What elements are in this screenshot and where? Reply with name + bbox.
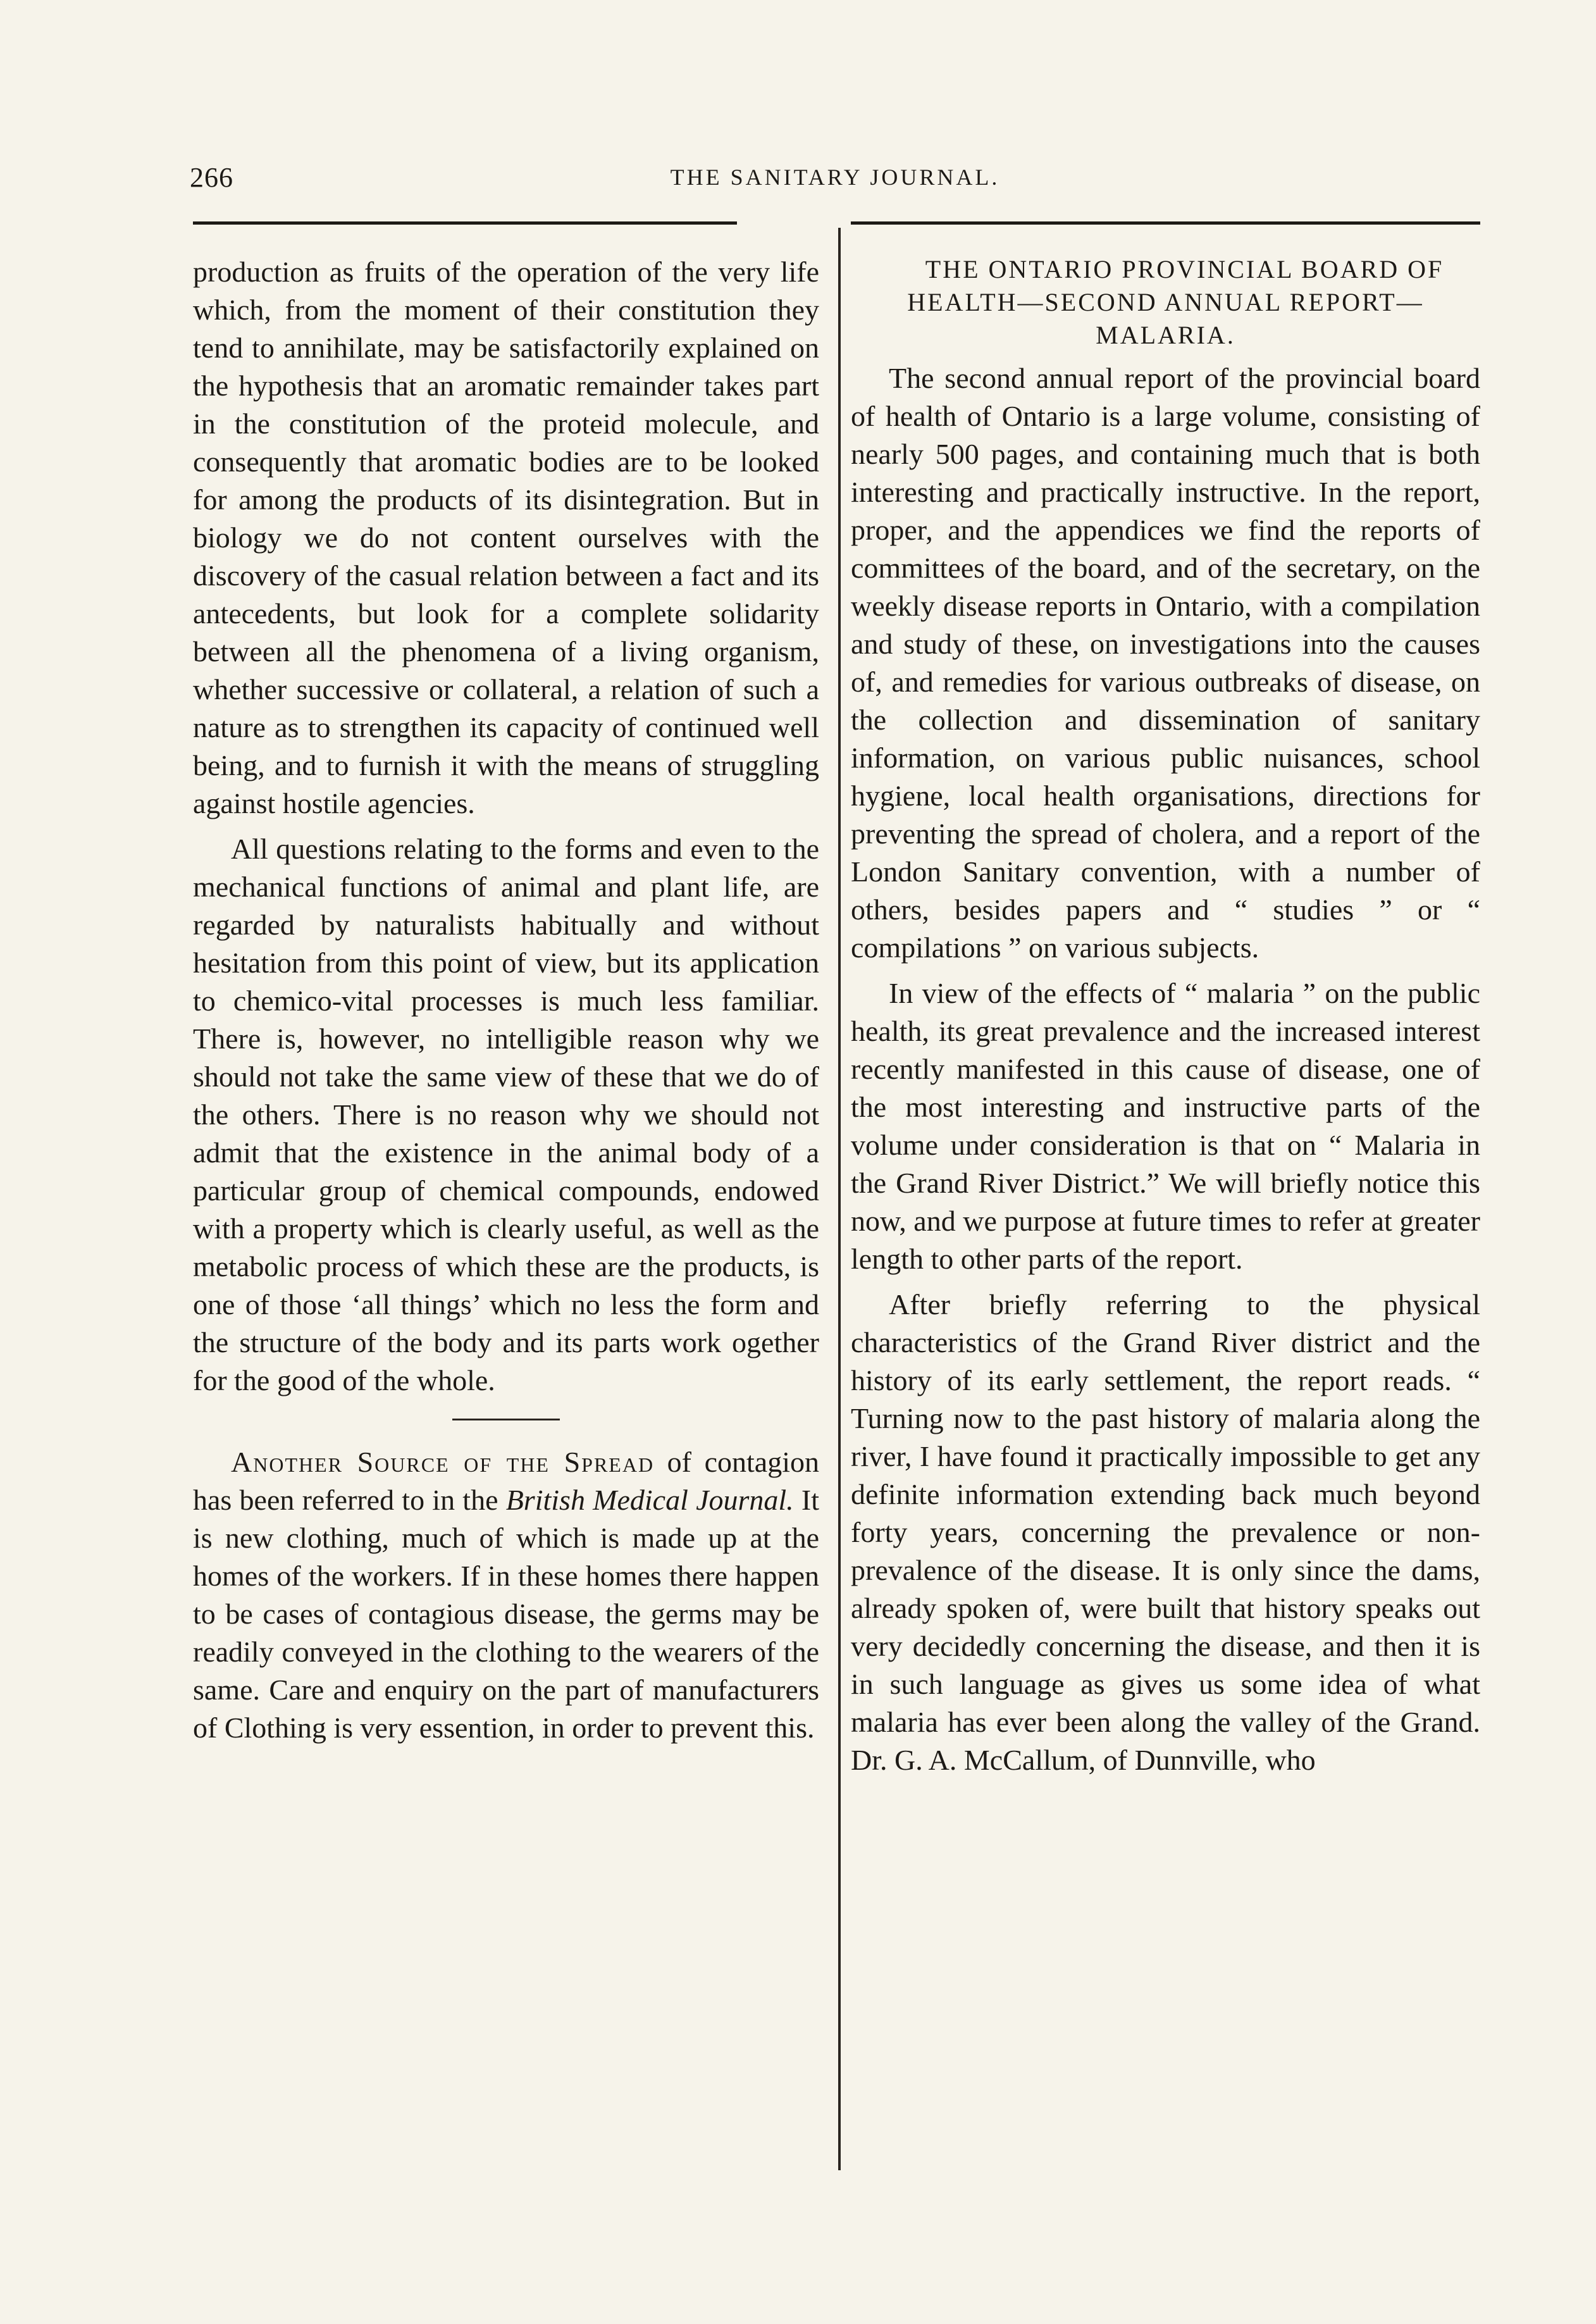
header-rule-left [193, 221, 737, 225]
page-number: 266 [190, 162, 233, 193]
left-column [193, 253, 819, 1755]
section-separator-rule [452, 1419, 560, 1420]
running-title: THE SANITARY JOURNAL. [670, 165, 1000, 190]
header-rule-right [851, 221, 1480, 225]
right-paragraph-1: The second annual report of the provincial board of health of Ontario is a large volume, consisting of nearly 500 pages, and containing much that is both interesting and practically instructive. In the report, proper, and the appendices we find the reports of committees of the board, and of the secretary, on the weekly disease reports in Ontario, with a compilation and study of these, on investigations into the causes of, and remedies for various outbreaks of disease, on the collection and dissemination of sanitary information, on various public nuisances, school hygiene, local health organisations, directions for preventing the spread of cholera, and a report of the London Sanitary convention, with a number of others, besides papers and “ studies ” or “ compilations ” on various subjects. [851, 362, 1480, 964]
left-paragraph-3-text-b: It is new clothing, much of which is made up at the homes of the workers. If in these homes there happen to be cases of contagious disease, the germs may be readily conveyed in the clothing to the wearers of the same. Care and enquiry on the part of manufacturers of Clothing is very essention, in order to prevent this. [193, 1484, 819, 1744]
left-paragraph-3-text-a: of contagion has been referred to in the [193, 1446, 819, 1516]
right-column [851, 253, 1480, 1787]
left-paragraph-1: production as fruits of the operation of the very life which, from the moment of their constitution they tend to annihilate, may be satisfactorily explained on the hypothesis that an aromatic remainder takes part in the constitution of the proteid molecule, and consequently that aromatic bodies are to be looked for among the products of its disintegration. But in biology we do not content ourselves with the discovery of the casual relation between a fact and its antecedents, but look for a complete solidarity between all the phenomena of a living organism, whether successive or collateral, a relation of such a nature as to strengthen its capacity of continued well being, and to furnish it with the means of struggling against hostile agencies. [193, 256, 819, 819]
page-header [190, 161, 1480, 206]
right-paragraph-3: After briefly referring to the physical characteristics of the Grand River district and the history of its early settlement, the report reads. “ Turning now to the past history of malaria along the river, I have found it practically impossible to get any definite information extending back much beyond forty years, concerning the prevalence or non-prevalence of the disease. It is only since the dams, already spoken of, were built that history speaks out very decidedly concerning the disease, and then it is in such language as gives us some idea of what malaria has ever been along the valley of the Grand. Dr. G. A. McCallum, of Dunnville, who [851, 1288, 1480, 1776]
right-paragraph-2: In view of the effects of “ malaria ” on the public health, its great prevalence and the increased interest recently manifested in this cause of disease, one of the most interesting and instructive parts of the volume under consideration is that on “ Malaria in the Grand River District.” We will briefly notice this now, and we purpose at future times to refer at greater length to other parts of the report. [851, 977, 1480, 1275]
left-paragraph-3 [193, 1443, 819, 1747]
journal-title-reference: British Medical Journal. [505, 1484, 794, 1516]
section-lead-in: Another Source of the Spread [231, 1446, 655, 1478]
article-heading: THE ONTARIO PROVINCIAL BOARD OF HEALTH—SECOND ANNUAL REPORT—MALARIA. [907, 255, 1444, 349]
column-divider [838, 228, 841, 2170]
left-paragraph-2: All questions relating to the forms and even to the mechanical functions of animal and plant life, are regarded by naturalists habitually and without hesitation from this point of view, but its application to chemico-vital processes is much less familiar. There is, however, no intelligible reason why we should not take the same view of these that we do of the others. There is no reason why we should not admit that the existence in the animal body of a particular group of chemical compounds, endowed with a property which is clearly useful, as well as the metabolic process of which these are the products, is one of those ‘all things’ which no less the form and the structure of the body and its parts work ogether for the good of the whole. [193, 833, 819, 1396]
